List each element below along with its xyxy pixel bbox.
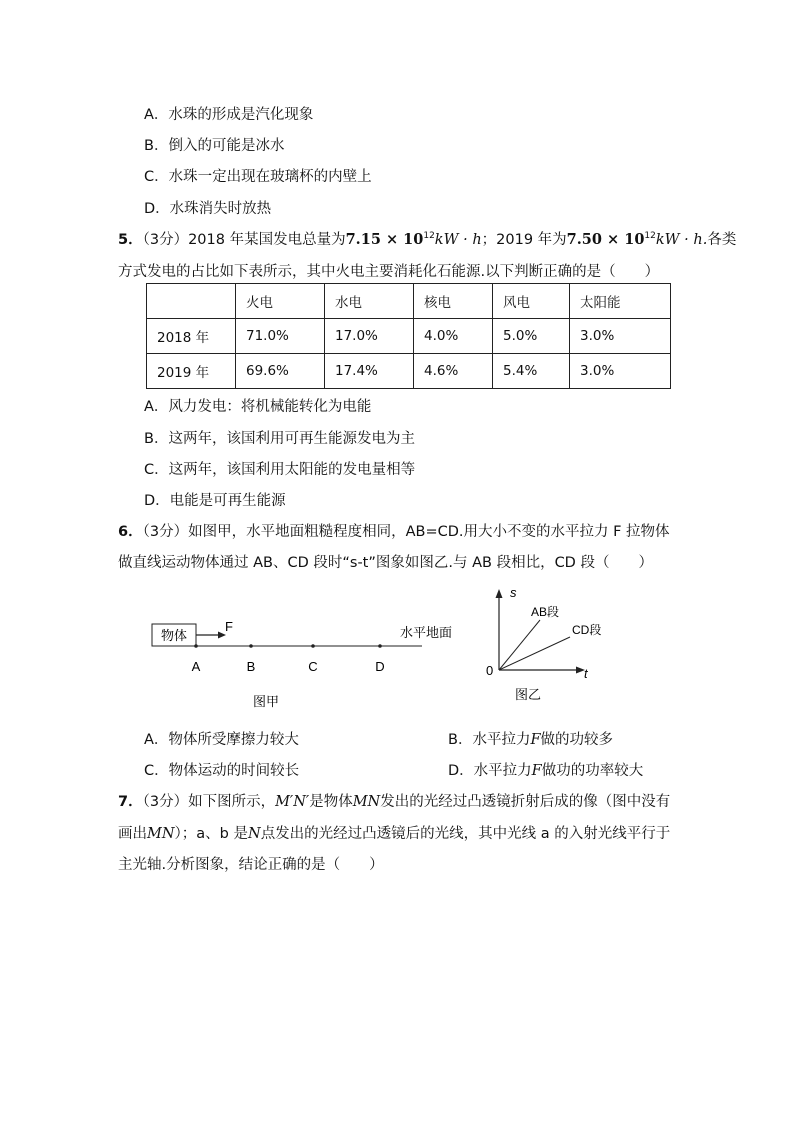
q7-var-image: M′N′ (275, 794, 310, 810)
q4-option-c: C．水珠一定出现在玻璃杯的内壁上 (144, 169, 372, 185)
q6-stem-line1 (118, 520, 670, 541)
q4-option-b: B．倒入的可能是冰水 (144, 138, 285, 154)
q5-option-d: D．电能是可再生能源 (144, 493, 286, 509)
point-b-label: B (246, 659, 256, 674)
q4-option-a: A．水珠的形成是汽化现象 (144, 107, 314, 123)
q6-option-b-pre: B．水平拉力 (448, 732, 531, 748)
q6-text: 如图甲，水平地面粗糙程度相同，AB=CD.用大小不变的水平拉力 F 拉物体 (188, 524, 670, 540)
table-cell: 2019 年 (147, 354, 236, 389)
q7-var-object: MN (352, 794, 381, 810)
table-cell: 71.0% (236, 319, 325, 354)
object-label: 物体 (160, 628, 188, 643)
q5-number: 5． (118, 232, 143, 248)
q5-exp-2018: 12 (423, 231, 435, 242)
s-axis-label: s (510, 585, 517, 600)
table-cell: 5.4% (493, 354, 570, 389)
q7-score: （3分） (142, 794, 189, 810)
table-row (147, 354, 671, 389)
q5-value-2019: 7.50 × 10 (566, 231, 645, 248)
q7-var-point: N (248, 826, 261, 842)
q5-option-a: A．风力发电：将机械能转化为电能 (144, 399, 372, 415)
table-cell: 17.4% (325, 354, 414, 389)
q6-option-b-post: 做的功较多 (540, 732, 614, 748)
table-cell: 69.6% (236, 354, 325, 389)
q5-value-2018: 7.15 × 10 (345, 231, 424, 248)
table-cell: 5.0% (493, 319, 570, 354)
q6-figure-a (140, 610, 453, 720)
q6-option-a: A．物体所受摩擦力较大 (144, 732, 299, 748)
q7-stem-line2 (118, 822, 670, 843)
q7-text-b: 是物体 (309, 794, 353, 810)
origin-label: 0 (486, 663, 494, 678)
table-header-row (147, 284, 671, 319)
q5-unit-2018: kW · h (434, 232, 482, 248)
table-cell: 4.0% (414, 319, 493, 354)
q7-number: 7． (118, 794, 143, 810)
q6-option-b-var: F (530, 732, 541, 748)
q4-option-d: D．水珠消失时放热 (144, 201, 272, 217)
q7-text-c: 发出的光经过凸透镜折射后成的像（图中没有 (380, 794, 671, 810)
q7-text-a: 如下图所示， (188, 794, 276, 810)
q7-stem-line1 (118, 790, 670, 811)
q5-stem-line2: 方式发电的占比如下表所示，其中火电主要消耗化石能源.以下判断正确的是（ ） (118, 264, 660, 280)
q6-option-b (448, 728, 613, 749)
cd-line (499, 637, 570, 670)
table-row (147, 319, 671, 354)
table-cell: 3.0% (570, 319, 671, 354)
q6-option-d (448, 759, 643, 780)
table-header-cell: 火电 (236, 284, 325, 319)
q5-text: 2018 年某国发电总量为 (188, 232, 346, 248)
table-header-cell: 太阳能 (570, 284, 671, 319)
q5-unit-2019: kW · h. (655, 232, 708, 248)
point-d-label: D (375, 659, 385, 674)
table-header-cell: 水电 (325, 284, 414, 319)
table-cell: 2018 年 (147, 319, 236, 354)
q6-number: 6． (118, 524, 143, 540)
q7-text-f: 点发出的光经过凸透镜后的光线，其中光线 a 的入射光线平行于 (260, 826, 671, 842)
table-header-cell: 风电 (493, 284, 570, 319)
point-c-dot (311, 644, 315, 648)
q5-power-table (146, 283, 671, 389)
q7-stem-line3: 主光轴.分析图象，结论正确的是（ ） (118, 857, 384, 873)
q7-var-object-2: MN (147, 826, 175, 842)
q6-option-d-var: F (531, 763, 542, 779)
ground-label: 水平地面 (400, 625, 453, 640)
point-b-dot (249, 644, 253, 648)
figure-a-caption: 图甲 (252, 694, 280, 709)
q7-text-d: 画出 (118, 826, 147, 842)
ab-line-label: AB段 (531, 605, 560, 619)
cd-line-label: CD段 (572, 623, 602, 637)
q7-text-e: ）；a、b 是 (174, 826, 248, 842)
ab-line (499, 620, 540, 670)
q5-score: （3分） (142, 232, 189, 248)
figure-b-caption: 图乙 (514, 687, 542, 702)
q6-stem-line2: 做直线运动物体通过 AB、CD 段时“s-t”图象如图乙.与 AB 段相比，CD 段（ ） (118, 555, 653, 571)
table-cell: 3.0% (570, 354, 671, 389)
q6-option-d-pre: D．水平拉力 (448, 763, 532, 779)
point-d-dot (378, 644, 382, 648)
point-c-label: C (308, 659, 318, 674)
q6-figure-b (470, 582, 620, 707)
t-axis-label: t (584, 666, 588, 681)
s-axis-arrow (496, 589, 503, 598)
q5-option-b: B．这两年，该国利用可再生能源发电为主 (144, 431, 415, 447)
q6-score: （3分） (142, 524, 189, 540)
table-header-cell: 核电 (414, 284, 493, 319)
point-a-dot (194, 644, 198, 648)
force-label: F (225, 619, 233, 634)
q5-text-2019: ；2019 年为 (481, 232, 567, 248)
table-cell: 4.6% (414, 354, 493, 389)
q5-option-c: C．这两年，该国利用太阳能的发电量相等 (144, 462, 416, 478)
q5-text-tail: 各类 (707, 232, 737, 248)
point-a-label: A (191, 659, 201, 674)
table-header-cell (147, 284, 236, 319)
q6-option-d-post: 做功的功率较大 (541, 763, 644, 779)
table-cell: 17.0% (325, 319, 414, 354)
q5-exp-2019: 12 (644, 231, 656, 242)
q5-stem-line1 (118, 228, 736, 249)
q6-option-c: C．物体运动的时间较长 (144, 763, 300, 779)
